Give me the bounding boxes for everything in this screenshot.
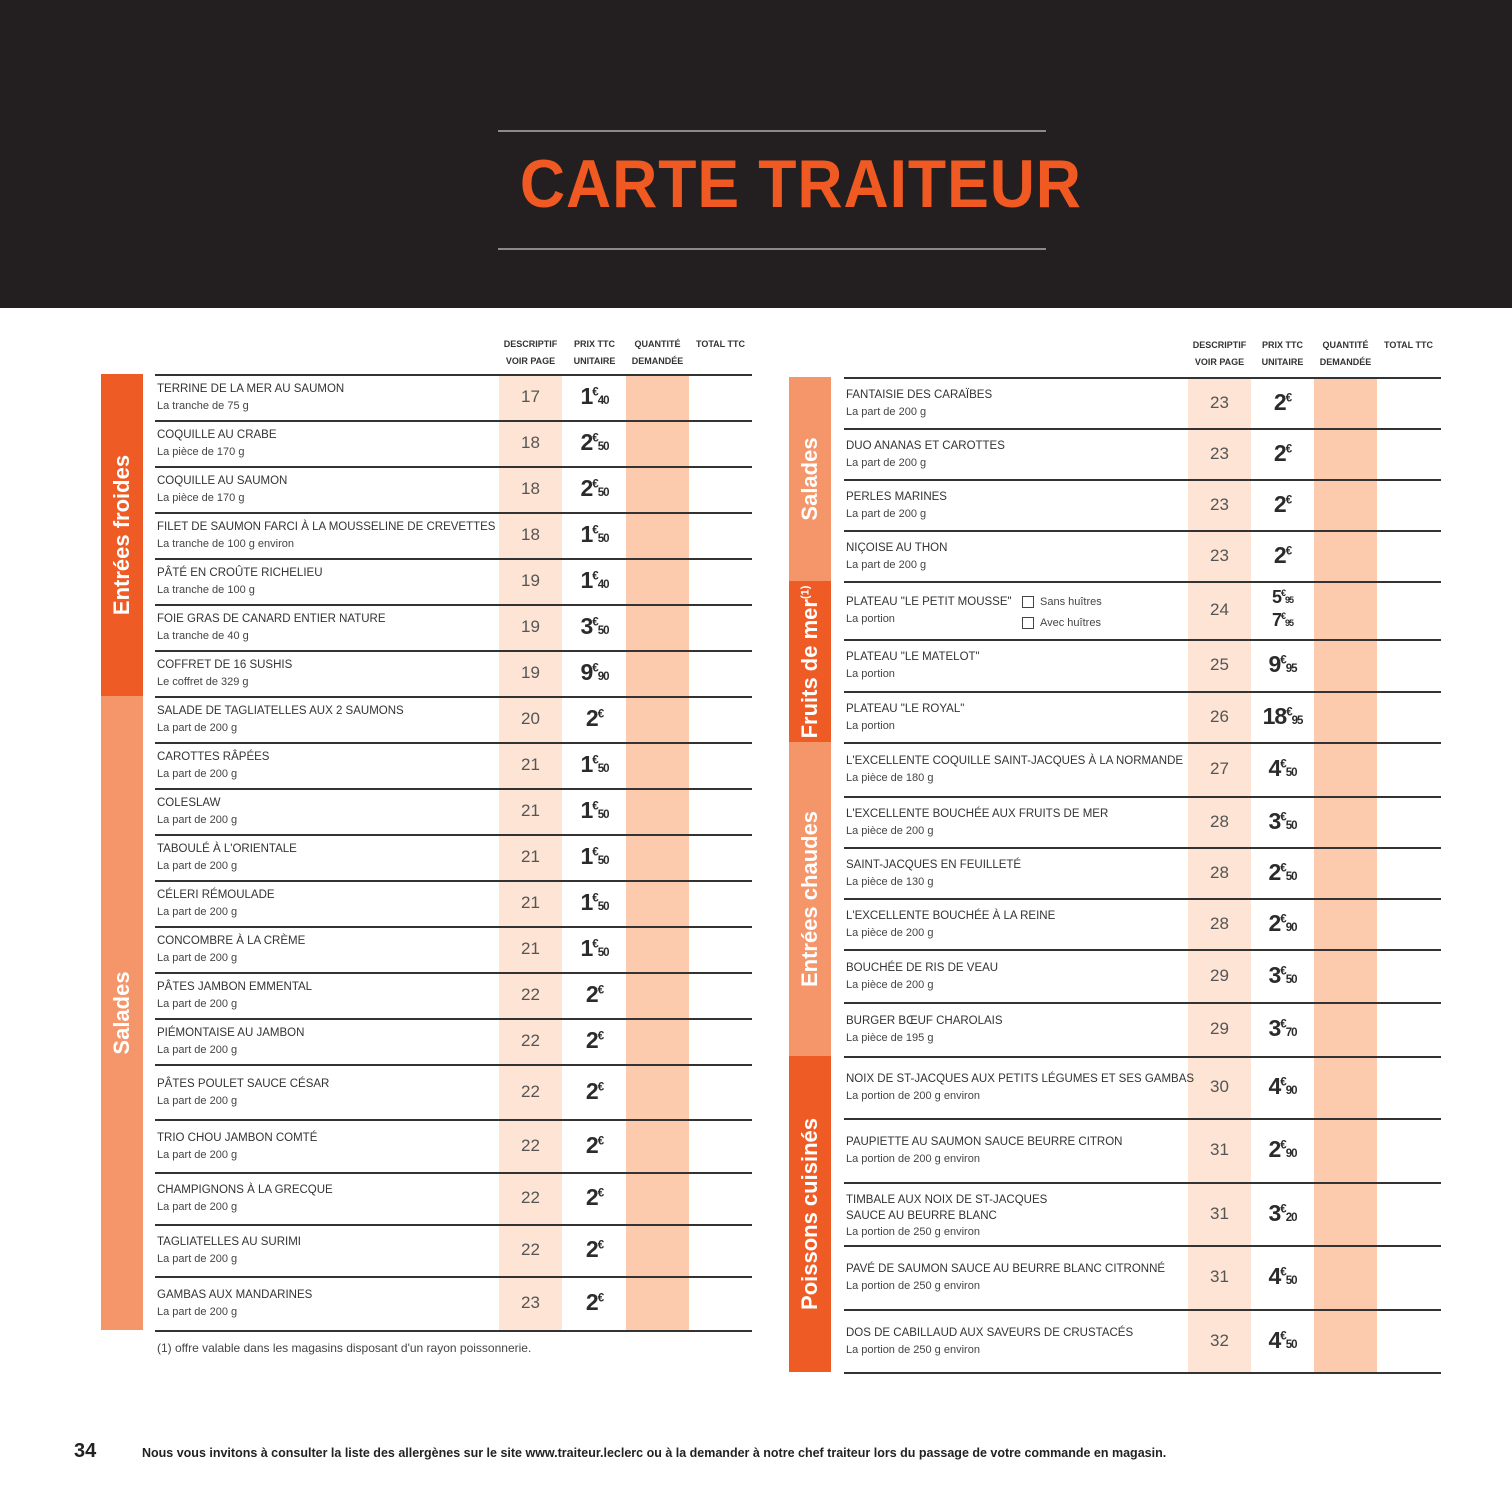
quantity-cell[interactable] <box>626 468 689 512</box>
checkbox-icon[interactable] <box>1022 617 1034 629</box>
total-cell[interactable] <box>689 974 752 1018</box>
product-name: CÉLERI RÉMOULADE <box>157 889 275 901</box>
descriptif-page: 22 <box>521 1082 540 1101</box>
product-portion: La pièce de 200 g <box>846 927 934 939</box>
quantity-cell[interactable] <box>626 514 689 558</box>
descriptif-page: 17 <box>521 387 540 406</box>
descriptif-page: 28 <box>1210 863 1229 882</box>
product-portion: La part de 200 g <box>157 814 238 826</box>
descriptif-page: 24 <box>1210 600 1229 619</box>
descriptif-page: 28 <box>1210 812 1229 831</box>
quantity-cell[interactable] <box>626 1066 689 1119</box>
total-cell[interactable] <box>1377 849 1440 898</box>
product-portion: La tranche de 40 g <box>157 630 249 642</box>
header-descriptif: DESCRIPTIF VOIR PAGE <box>503 339 558 366</box>
product-name: FANTAISIE DES CARAÏBES <box>846 389 993 401</box>
product-name: TIMBALE AUX NOIX DE ST-JACQUES SAUCE AU BEURRE BLANC <box>846 1194 1048 1222</box>
quantity-cell[interactable] <box>626 1174 689 1224</box>
descriptif-page: 21 <box>521 893 540 912</box>
product-portion: La part de 200 g <box>157 998 238 1010</box>
unit-price: 1€50 <box>580 521 609 547</box>
product-portion: La portion <box>846 668 895 680</box>
option-label: Sans huîtres <box>1040 596 1102 608</box>
unit-price: 1€50 <box>580 751 609 777</box>
page-title: CARTE TRAITEUR <box>519 146 1082 222</box>
descriptif-page: 19 <box>521 571 540 590</box>
unit-price: 1€40 <box>580 383 609 409</box>
descriptif-page: 22 <box>521 1136 540 1155</box>
total-cell[interactable] <box>1377 1120 1440 1182</box>
category-label <box>797 811 823 987</box>
product-portion: La part de 200 g <box>157 722 238 734</box>
product-portion: La pièce de 170 g <box>157 446 245 458</box>
option-label: Avec huîtres <box>1040 617 1101 629</box>
category-name: Poissons cuisinés <box>797 1118 822 1310</box>
product-portion: La portion de 250 g environ <box>846 1280 980 1292</box>
header-total: TOTAL TTC <box>696 339 745 349</box>
product-portion: La part de 200 g <box>157 1044 238 1056</box>
unit-price: 2€50 <box>580 475 609 501</box>
product-portion: La part de 200 g <box>157 1149 238 1161</box>
product-name: FOIE GRAS DE CANARD ENTIER NATURE <box>157 613 386 625</box>
product-name: CHAMPIGNONS À LA GRECQUE <box>157 1184 333 1196</box>
descriptif-page: 23 <box>1210 495 1229 514</box>
quantity-cell[interactable] <box>1314 798 1377 847</box>
product-name: FILET DE SAUMON FARCI À LA MOUSSELINE DE CREVETTES <box>157 521 496 533</box>
category-band <box>789 581 831 742</box>
descriptif-page: 21 <box>521 755 540 774</box>
descriptif-page: 18 <box>521 433 540 452</box>
product-name: L'EXCELLENTE COQUILLE SAINT-JACQUES À LA NORMANDE <box>846 755 1184 767</box>
descriptif-page: 19 <box>521 617 540 636</box>
unit-price: 5€95 <box>1271 587 1294 607</box>
quantity-cell[interactable] <box>1314 641 1377 691</box>
total-cell[interactable] <box>689 606 752 650</box>
unit-price: 18€95 <box>1262 703 1303 729</box>
header-quantite: QUANTITÉ DEMANDÉE <box>631 339 684 366</box>
total-cell[interactable] <box>1377 900 1440 949</box>
unit-price: 7€95 <box>1271 610 1294 630</box>
unit-price: 3€50 <box>580 613 609 639</box>
total-cell[interactable] <box>1377 1058 1440 1118</box>
unit-price: 4€50 <box>1268 1327 1297 1353</box>
total-cell[interactable] <box>689 1121 752 1172</box>
descriptif-page: 21 <box>521 939 540 958</box>
category-band <box>789 742 831 1056</box>
total-cell[interactable] <box>689 698 752 742</box>
descriptif-page: 21 <box>521 801 540 820</box>
quantity-cell[interactable] <box>1314 1311 1377 1372</box>
product-portion: La tranche de 100 g <box>157 584 255 596</box>
product-name: NIÇOISE AU THON <box>846 542 948 554</box>
category-label <box>797 1118 823 1310</box>
quantity-cell[interactable] <box>626 790 689 834</box>
total-cell[interactable] <box>689 652 752 696</box>
header-banner <box>0 0 1512 308</box>
product-name: PAVÉ DE SAUMON SAUCE AU BEURRE BLANC CITRONNÉ <box>846 1263 1166 1275</box>
descriptif-page: 22 <box>521 1240 540 1259</box>
quantity-cell[interactable] <box>626 1226 689 1276</box>
total-cell[interactable] <box>1377 532 1440 581</box>
unit-price: 1€50 <box>580 797 609 823</box>
product-name: PÂTÉ EN CROÛTE RICHELIEU <box>157 567 323 579</box>
descriptif-page: 22 <box>521 985 540 1004</box>
unit-price: 2€ <box>585 705 604 731</box>
unit-price: 2€ <box>585 1289 604 1315</box>
quantity-cell[interactable] <box>626 928 689 972</box>
unit-price: 1€50 <box>580 935 609 961</box>
unit-price: 4€50 <box>1268 755 1297 781</box>
product-name: TRIO CHOU JAMBON COMTÉ <box>157 1132 318 1144</box>
total-cell[interactable] <box>689 1278 752 1330</box>
unit-price: 2€ <box>1273 389 1292 415</box>
title-rule-bottom <box>498 248 1046 250</box>
product-name: PIÉMONTAISE AU JAMBON <box>157 1027 305 1039</box>
descriptif-page: 23 <box>1210 444 1229 463</box>
descriptif-page: 26 <box>1210 707 1229 726</box>
category-label <box>797 437 823 520</box>
unit-price: 2€ <box>585 1027 604 1053</box>
product-portion: La portion <box>846 720 895 732</box>
category-name: Salades <box>109 971 134 1055</box>
total-cell[interactable] <box>689 836 752 880</box>
descriptif-page: 19 <box>521 663 540 682</box>
quantity-cell[interactable] <box>626 606 689 650</box>
header-descriptif: DESCRIPTIF VOIR PAGE <box>1192 340 1247 367</box>
category-name: Fruits de mer <box>797 598 822 738</box>
total-cell[interactable] <box>689 928 752 972</box>
quantity-cell[interactable] <box>626 1020 689 1064</box>
unit-price: 2€50 <box>1268 859 1297 885</box>
product-portion: La part de 200 g <box>846 508 927 520</box>
unit-price: 3€20 <box>1268 1200 1297 1226</box>
unit-price: 2€ <box>585 1236 604 1262</box>
product-name: PLATEAU "LE PETIT MOUSSE" <box>846 596 1012 608</box>
total-cell[interactable] <box>689 1174 752 1224</box>
product-name: TERRINE DE LA MER AU SAUMON <box>157 383 345 395</box>
product-portion: La part de 200 g <box>846 406 927 418</box>
descriptif-page: 25 <box>1210 655 1229 674</box>
total-cell[interactable] <box>689 560 752 604</box>
product-portion: La pièce de 200 g <box>846 825 934 837</box>
category-label <box>109 455 135 615</box>
product-name: SALADE DE TAGLIATELLES AUX 2 SAUMONS <box>157 705 404 717</box>
descriptif-page: 21 <box>521 847 540 866</box>
descriptif-page: 23 <box>521 1293 540 1312</box>
product-name: TAGLIATELLES AU SURIMI <box>157 1236 302 1248</box>
descriptif-page: 31 <box>1210 1140 1229 1159</box>
category-band <box>789 377 831 581</box>
unit-price: 1€50 <box>580 843 609 869</box>
product-name: DOS DE CABILLAUD AUX SAVEURS DE CRUSTACÉS <box>846 1327 1134 1339</box>
product-portion: La portion <box>846 613 895 625</box>
descriptif-page: 29 <box>1210 1019 1229 1038</box>
product-portion: La pièce de 195 g <box>846 1032 934 1044</box>
unit-price: 2€90 <box>1268 1136 1297 1162</box>
product-name: COQUILLE AU CRABE <box>157 429 277 441</box>
unit-price: 2€50 <box>580 429 609 455</box>
option-sans-huitres[interactable] <box>1022 596 1102 608</box>
quantity-cell[interactable] <box>1314 849 1377 898</box>
descriptif-page: 23 <box>1210 546 1229 565</box>
total-cell[interactable] <box>1377 951 1440 1002</box>
quantity-cell[interactable] <box>1314 1184 1377 1245</box>
product-portion: La part de 200 g <box>157 1253 238 1265</box>
product-name: PLATEAU "LE MATELOT" <box>846 651 980 663</box>
page-number: 34 <box>74 1440 97 1462</box>
quantity-cell[interactable] <box>1314 693 1377 742</box>
quantity-cell[interactable] <box>626 836 689 880</box>
product-portion: La part de 200 g <box>157 1201 238 1213</box>
unit-price: 3€70 <box>1268 1015 1297 1041</box>
category-name: Entrées froides <box>109 454 134 616</box>
option-avec-huitres[interactable] <box>1022 617 1101 629</box>
product-name: L'EXCELLENTE BOUCHÉE À LA REINE <box>846 910 1056 922</box>
quantity-cell[interactable] <box>1314 583 1377 639</box>
total-cell[interactable] <box>689 468 752 512</box>
product-name: PAUPIETTE AU SAUMON SAUCE BEURRE CITRON <box>846 1136 1123 1148</box>
descriptif-page: 18 <box>521 525 540 544</box>
product-portion: La part de 200 g <box>157 1095 238 1107</box>
product-name: NOIX DE ST-JACQUES AUX PETITS LÉGUMES ET SES GAMBAS <box>846 1073 1195 1085</box>
product-name: COLESLAW <box>157 797 221 809</box>
product-portion: Le coffret de 329 g <box>157 676 249 688</box>
footnote: (1) offre valable dans les magasins disposant d'un rayon poissonnerie. <box>157 1341 532 1355</box>
product-name: COQUILLE AU SAUMON <box>157 475 288 487</box>
product-name: CAROTTES RÂPÉES <box>157 751 270 763</box>
quantity-cell[interactable] <box>626 652 689 696</box>
product-name: PÂTES POULET SAUCE CÉSAR <box>157 1078 330 1090</box>
quantity-cell[interactable] <box>626 1121 689 1172</box>
descriptif-page: 18 <box>521 479 540 498</box>
quantity-cell[interactable] <box>626 882 689 926</box>
unit-price: 2€ <box>585 1132 604 1158</box>
category-name: Entrées chaudes <box>797 810 822 988</box>
category-label <box>109 971 135 1054</box>
quantity-cell[interactable] <box>626 698 689 742</box>
unit-price: 3€50 <box>1268 962 1297 988</box>
unit-price: 2€90 <box>1268 910 1297 936</box>
category-name: Salades <box>797 437 822 521</box>
unit-price: 4€90 <box>1268 1073 1297 1099</box>
quantity-cell[interactable] <box>626 560 689 604</box>
unit-price: 3€50 <box>1268 808 1297 834</box>
product-portion: La portion de 200 g environ <box>846 1153 980 1165</box>
product-portion: La portion de 250 g environ <box>846 1344 980 1356</box>
total-cell[interactable] <box>1377 379 1440 428</box>
descriptif-page: 27 <box>1210 759 1229 778</box>
product-portion: La portion de 250 g environ <box>846 1226 980 1238</box>
total-cell[interactable] <box>1377 430 1440 479</box>
total-cell[interactable] <box>689 882 752 926</box>
quantity-cell[interactable] <box>1314 744 1377 796</box>
product-name: PERLES MARINES <box>846 491 947 503</box>
descriptif-page: 22 <box>521 1031 540 1050</box>
header-prix: PRIX TTC UNITAIRE <box>1261 340 1304 367</box>
product-name: PÂTES JAMBON EMMENTAL <box>157 981 313 993</box>
product-name: COFFRET DE 16 SUSHIS <box>157 659 293 671</box>
unit-price: 9€90 <box>580 659 609 685</box>
total-cell[interactable] <box>689 744 752 788</box>
total-cell[interactable] <box>1377 1004 1440 1056</box>
product-portion: La pièce de 170 g <box>157 492 245 504</box>
total-cell[interactable] <box>689 1066 752 1119</box>
product-portion: La portion de 200 g environ <box>846 1090 980 1102</box>
quantity-cell[interactable] <box>1314 1247 1377 1309</box>
unit-price: 2€ <box>1273 542 1292 568</box>
header-quantite: QUANTITÉ DEMANDÉE <box>1319 340 1372 367</box>
total-cell[interactable] <box>1377 1247 1440 1309</box>
unit-price: 4€50 <box>1268 1263 1297 1289</box>
total-cell[interactable] <box>1377 481 1440 530</box>
product-name: SAINT-JACQUES EN FEUILLETÉ <box>846 859 1022 871</box>
total-cell[interactable] <box>689 1020 752 1064</box>
quantity-cell[interactable] <box>626 376 689 420</box>
product-name: TABOULÉ À L'ORIENTALE <box>157 843 297 855</box>
category-band <box>101 374 143 696</box>
descriptif-page: 22 <box>521 1188 540 1207</box>
quantity-cell[interactable] <box>1314 481 1377 530</box>
descriptif-page: 28 <box>1210 914 1229 933</box>
total-cell[interactable] <box>689 514 752 558</box>
unit-price: 2€ <box>585 1078 604 1104</box>
product-portion: La part de 200 g <box>846 559 927 571</box>
unit-price: 1€40 <box>580 567 609 593</box>
product-portion: La part de 200 g <box>157 1306 238 1318</box>
quantity-cell[interactable] <box>1314 900 1377 949</box>
header-prix: PRIX TTC UNITAIRE <box>573 339 616 366</box>
product-portion: La part de 200 g <box>157 906 238 918</box>
total-cell[interactable] <box>689 790 752 834</box>
quantity-cell[interactable] <box>626 1278 689 1330</box>
total-cell[interactable] <box>1377 693 1440 742</box>
quantity-cell[interactable] <box>626 422 689 466</box>
descriptif-page: 31 <box>1210 1267 1229 1286</box>
category-footnote-ref: (1) <box>799 585 812 599</box>
product-name: BURGER BŒUF CHAROLAIS <box>846 1015 1003 1027</box>
product-portion: La part de 200 g <box>846 457 927 469</box>
category-band <box>101 696 143 1330</box>
unit-price: 9€95 <box>1268 651 1297 677</box>
header-total: TOTAL TTC <box>1384 340 1433 350</box>
total-cell[interactable] <box>689 422 752 466</box>
descriptif-page: 23 <box>1210 393 1229 412</box>
descriptif-page: 29 <box>1210 966 1229 985</box>
allergen-footer: Nous vous invitons à consulter la liste des allergènes sur le site www.traiteur.leclerc ou à la demander à notre chef traiteur lors du passage de votre commande en magasin. <box>142 1446 1167 1460</box>
category-label <box>797 585 823 738</box>
total-cell[interactable] <box>1377 798 1440 847</box>
descriptif-page: 20 <box>521 709 540 728</box>
product-name: GAMBAS AUX MANDARINES <box>157 1289 313 1301</box>
product-portion: La tranche de 75 g <box>157 400 249 412</box>
quantity-cell[interactable] <box>1314 1058 1377 1118</box>
quantity-cell[interactable] <box>626 974 689 1018</box>
product-portion: La part de 200 g <box>157 768 238 780</box>
total-cell[interactable] <box>1377 641 1440 691</box>
total-cell[interactable] <box>689 376 752 420</box>
product-portion: La tranche de 100 g environ <box>157 538 294 550</box>
total-cell[interactable] <box>1377 744 1440 796</box>
product-name: DUO ANANAS ET CAROTTES <box>846 440 1005 452</box>
descriptif-page: 30 <box>1210 1077 1229 1096</box>
product-portion: La part de 200 g <box>157 952 238 964</box>
product-portion: La part de 200 g <box>157 860 238 872</box>
title-rule-top <box>498 130 1046 132</box>
total-cell[interactable] <box>1377 583 1440 639</box>
product-portion: La pièce de 180 g <box>846 772 934 784</box>
checkbox-icon[interactable] <box>1022 596 1034 608</box>
product-portion: La pièce de 130 g <box>846 876 934 888</box>
unit-price: 1€50 <box>580 889 609 915</box>
quantity-cell[interactable] <box>1314 379 1377 428</box>
unit-price: 2€ <box>1273 440 1292 466</box>
product-name: L'EXCELLENTE BOUCHÉE AUX FRUITS DE MER <box>846 808 1109 820</box>
product-name: PLATEAU "LE ROYAL" <box>846 703 965 715</box>
total-cell[interactable] <box>689 1226 752 1276</box>
descriptif-page: 32 <box>1210 1331 1229 1350</box>
product-portion: La pièce de 200 g <box>846 979 934 991</box>
quantity-cell[interactable] <box>1314 532 1377 581</box>
quantity-cell[interactable] <box>1314 1120 1377 1182</box>
category-band <box>789 1056 831 1372</box>
total-cell[interactable] <box>1377 1311 1440 1372</box>
unit-price: 2€ <box>1273 491 1292 517</box>
quantity-cell[interactable] <box>1314 951 1377 1002</box>
product-name: BOUCHÉE DE RIS DE VEAU <box>846 962 999 974</box>
quantity-cell[interactable] <box>1314 430 1377 479</box>
total-cell[interactable] <box>1377 1184 1440 1245</box>
unit-price: 2€ <box>585 1184 604 1210</box>
quantity-cell[interactable] <box>626 744 689 788</box>
quantity-cell[interactable] <box>1314 1004 1377 1056</box>
product-name: CONCOMBRE À LA CRÈME <box>157 935 306 947</box>
unit-price: 2€ <box>585 981 604 1007</box>
descriptif-page: 31 <box>1210 1204 1229 1223</box>
